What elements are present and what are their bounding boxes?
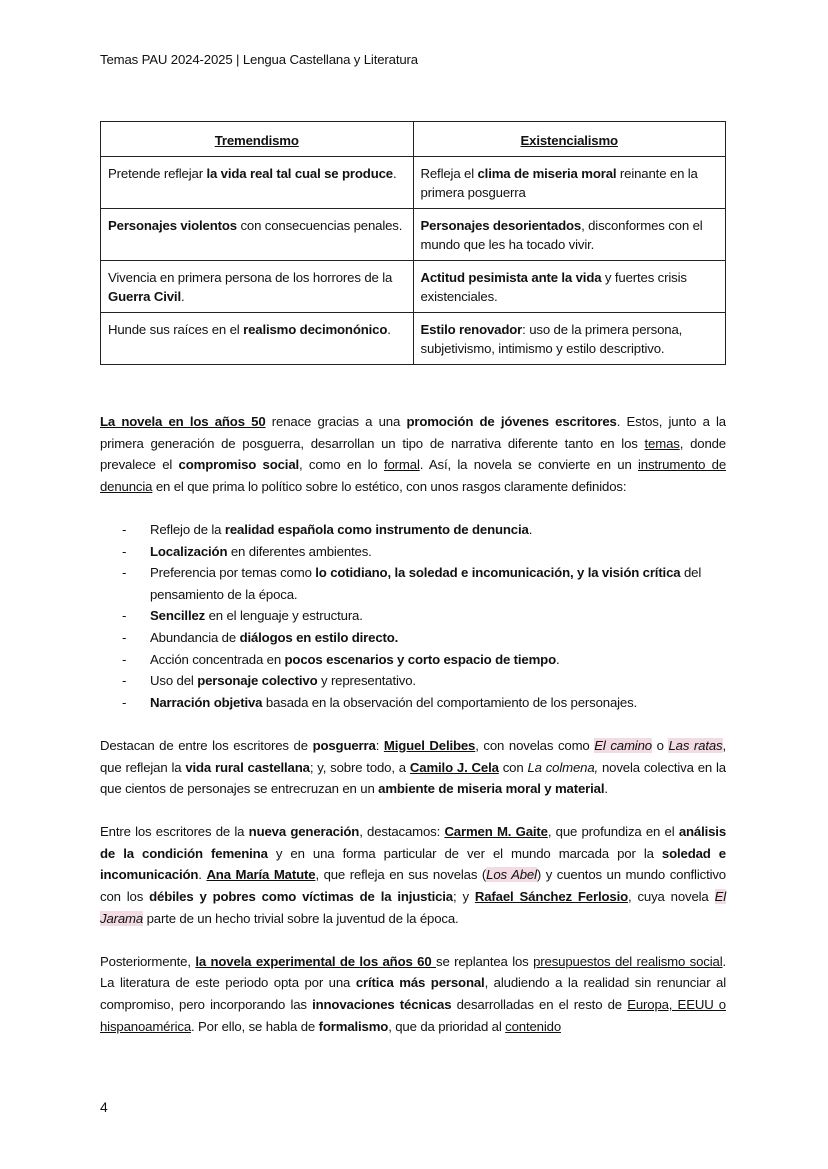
text-run: , destacamos: xyxy=(359,824,445,840)
page-number: 4 xyxy=(100,1099,108,1115)
text-run: Pretende reflejar xyxy=(108,166,207,181)
table-row xyxy=(101,313,726,365)
bullet-dash: - xyxy=(122,608,127,624)
text-run: y fuertes crisis existenciales. xyxy=(420,270,687,304)
text-run: Refleja el xyxy=(420,166,478,181)
highlighted-title: El Jarama xyxy=(100,889,726,926)
list-item xyxy=(100,692,726,714)
emphasis-text: Carmen M. Gaite xyxy=(444,824,548,840)
list-item xyxy=(100,605,726,627)
text-run: desarrolladas en el resto de xyxy=(451,997,628,1013)
text-run: . Así, la novela se convierte en un xyxy=(419,457,639,473)
emphasis-text: débiles y pobres como víctimas de la injusticia xyxy=(149,889,453,905)
paragraph-novela-experimental xyxy=(100,951,726,1037)
text-run: Hunde sus raíces en el xyxy=(108,322,244,337)
text-run: . xyxy=(528,521,533,537)
emphasis-text: Guerra Civil xyxy=(108,289,181,304)
text-run: , con novelas como xyxy=(475,737,595,753)
emphasis-text: análisis de la condición femenina xyxy=(100,824,726,861)
highlighted-title: El camino xyxy=(594,737,652,753)
table-row xyxy=(101,157,726,209)
bullet-dash: - xyxy=(122,565,127,581)
list-item xyxy=(100,519,726,541)
text-run: Uso del xyxy=(150,673,198,689)
text-run: , que da prioridad al xyxy=(388,1018,506,1034)
emphasis-text: Estilo renovador xyxy=(420,322,523,337)
paragraph-posguerra-writers xyxy=(100,735,726,800)
table-cell xyxy=(101,261,414,313)
comparison-table xyxy=(100,121,726,365)
text-run: con xyxy=(498,759,528,775)
emphasis-text: pocos escenarios y corto espacio de tiempo xyxy=(284,651,556,667)
highlighted-title: Las ratas xyxy=(668,737,723,753)
table-row xyxy=(101,261,726,313)
text-run: ; y xyxy=(453,889,475,905)
text-run: . xyxy=(198,867,207,883)
table-cell xyxy=(101,209,414,261)
emphasis-text: diálogos en estilo directo. xyxy=(239,629,399,645)
text-run: y en una forma particular de ver el mundo marcada por la xyxy=(267,845,662,861)
emphasis-text: clima de miseria moral xyxy=(477,166,617,181)
emphasis-text: Personajes desorientados xyxy=(420,218,582,233)
text-run: , disconformes con el mundo que les ha tocado vivir. xyxy=(420,218,703,252)
text-run: del pensamiento de la época. xyxy=(150,565,702,602)
bullet-dash: - xyxy=(122,673,127,689)
text-run: contenido xyxy=(505,1018,561,1034)
text-run: en diferentes ambientes. xyxy=(227,543,372,559)
text-run: Abundancia de xyxy=(150,629,240,645)
emphasis-text: realismo decimonónico xyxy=(243,322,388,337)
bullet-dash: - xyxy=(122,543,127,559)
text-run: La colmena, xyxy=(527,759,599,775)
text-run: con consecuencias penales. xyxy=(236,218,403,233)
text-run: Destacan de entre los escritores de xyxy=(100,737,313,753)
emphasis-text: la vida real tal cual se produce xyxy=(206,166,393,181)
text-run: ; y, sobre todo, a xyxy=(309,759,410,775)
emphasis-text: Miguel Delibes xyxy=(383,737,476,753)
emphasis-text: Localización xyxy=(150,543,228,559)
list-item xyxy=(100,541,726,563)
emphasis-text: realidad española como instrumento de denuncia xyxy=(224,521,529,537)
table-cell xyxy=(413,261,726,313)
text-run: renace gracias a una xyxy=(265,414,407,429)
emphasis-text: Sencillez xyxy=(150,608,206,624)
table-cell xyxy=(413,157,726,209)
emphasis-text: la novela experimental de los años 60 xyxy=(195,953,436,969)
text-run: . Estos, junto a la primera generación de posguerra, desarrollan un tipo de narrativa diferente tanto en los xyxy=(100,414,726,451)
table-cell xyxy=(101,157,414,209)
text-run: en el lenguaje y estructura. xyxy=(205,608,363,624)
emphasis-text: soledad e incomunicación xyxy=(100,845,726,883)
emphasis-text: Camilo J. Cela xyxy=(409,759,499,775)
text-run: , cuya novela xyxy=(627,889,715,905)
emphasis-text: ambiente de miseria moral y material xyxy=(378,781,605,797)
text-run: , como en lo xyxy=(299,457,384,473)
text-run: parte de un hecho trivial sobre la juventud de la época. xyxy=(143,910,459,926)
text-run: Posteriormente, xyxy=(100,953,196,969)
text-run: , aludiendo a la realidad sin renunciar al compromiso, pero incorporando las xyxy=(100,975,726,1013)
table-cell xyxy=(413,209,726,261)
bullet-dash: - xyxy=(122,651,127,667)
text-run: , que refleja en sus novelas ( xyxy=(315,867,487,883)
text-run: Europa, EEUU o hispanoamérica xyxy=(100,997,726,1034)
body-text xyxy=(100,411,726,1059)
text-run: ) y cuentos un mundo conflictivo con los xyxy=(100,867,726,905)
text-run: presupuestos del realismo social xyxy=(533,953,723,969)
paragraph-nueva-generacion xyxy=(100,821,726,929)
column-header-tremendismo: Tremendismo xyxy=(101,122,414,157)
features-list xyxy=(100,519,726,713)
table-cell xyxy=(101,313,414,365)
emphasis-text: Ana María Matute xyxy=(206,867,316,883)
table-cell xyxy=(413,313,726,365)
text-run: : xyxy=(375,737,384,753)
list-item xyxy=(100,627,726,649)
text-run: . xyxy=(556,651,560,667)
table-row xyxy=(101,209,726,261)
text-run: se replantea los xyxy=(436,953,534,969)
text-run: , donde prevalece el xyxy=(100,435,726,473)
list-item xyxy=(100,670,726,692)
text-run: en el que prima lo político sobre lo estético, con unos rasgos claramente definidos: xyxy=(152,478,627,494)
text-run: , que profundiza en el xyxy=(547,824,679,840)
paragraph-novela-50 xyxy=(100,411,726,497)
text-run: basada en la observación del comportamiento de los personajes. xyxy=(262,694,638,710)
emphasis-text: Personajes violentos xyxy=(108,218,237,233)
text-run: y representativo. xyxy=(317,673,416,689)
emphasis-text: personaje colectivo xyxy=(197,673,318,689)
text-run: Vivencia en primera persona de los horrores de la xyxy=(108,270,393,285)
text-run: novela colectiva en la que cientos de personajes se entrecruzan en un xyxy=(100,759,726,797)
text-run: . xyxy=(604,781,608,797)
text-run: Acción concentrada en xyxy=(150,651,285,667)
list-item xyxy=(100,562,726,605)
text-run: . xyxy=(180,289,185,304)
text-run: : uso de la primera persona, subjetivismo, intimismo y estilo descriptivo. xyxy=(420,322,683,356)
text-run: temas xyxy=(644,435,680,451)
emphasis-text: vida rural castellana xyxy=(185,759,310,775)
emphasis-text: crítica más personal xyxy=(355,975,485,991)
text-run: , que reflejan la xyxy=(100,737,727,775)
emphasis-text: promoción de jóvenes escritores xyxy=(406,414,617,429)
emphasis-text: Narración objetiva xyxy=(150,694,263,710)
text-run: reinante en la primera posguerra xyxy=(420,166,698,200)
highlighted-title: Los Abel xyxy=(486,867,537,883)
text-run: instrumento de denuncia xyxy=(100,457,726,494)
list-item xyxy=(100,649,726,671)
text-run: Reflejo de la xyxy=(150,521,225,537)
emphasis-text: compromiso social xyxy=(178,457,300,473)
column-header-existencialismo: Existencialismo xyxy=(413,122,726,157)
text-run: formal xyxy=(383,457,420,473)
text-run: Entre los escritores de la xyxy=(100,824,249,840)
text-run: . La literatura de este periodo opta por una xyxy=(100,953,726,991)
bullet-dash: - xyxy=(122,521,127,537)
emphasis-text: lo cotidiano, la soledad e incomunicación, y la visión crítica xyxy=(315,565,681,581)
text-run: . xyxy=(387,322,391,337)
emphasis-text: La novela en los años 50 xyxy=(100,414,266,429)
page-header: Temas PAU 2024-2025 | Lengua Castellana y Literatura xyxy=(100,52,418,67)
text-run: . xyxy=(392,166,397,181)
emphasis-text: formalismo xyxy=(318,1018,389,1034)
emphasis-text: Actitud pesimista ante la vida xyxy=(420,270,602,285)
text-run: Preferencia por temas como xyxy=(150,565,316,581)
emphasis-text: nueva generación xyxy=(248,824,360,840)
emphasis-text: posguerra xyxy=(312,737,376,753)
text-run: . Por ello, se habla de xyxy=(191,1018,319,1034)
bullet-dash: - xyxy=(122,694,127,710)
bullet-dash: - xyxy=(122,629,127,645)
text-run: o xyxy=(651,737,669,753)
emphasis-text: innovaciones técnicas xyxy=(312,997,452,1013)
emphasis-text: Rafael Sánchez Ferlosio xyxy=(474,889,628,905)
